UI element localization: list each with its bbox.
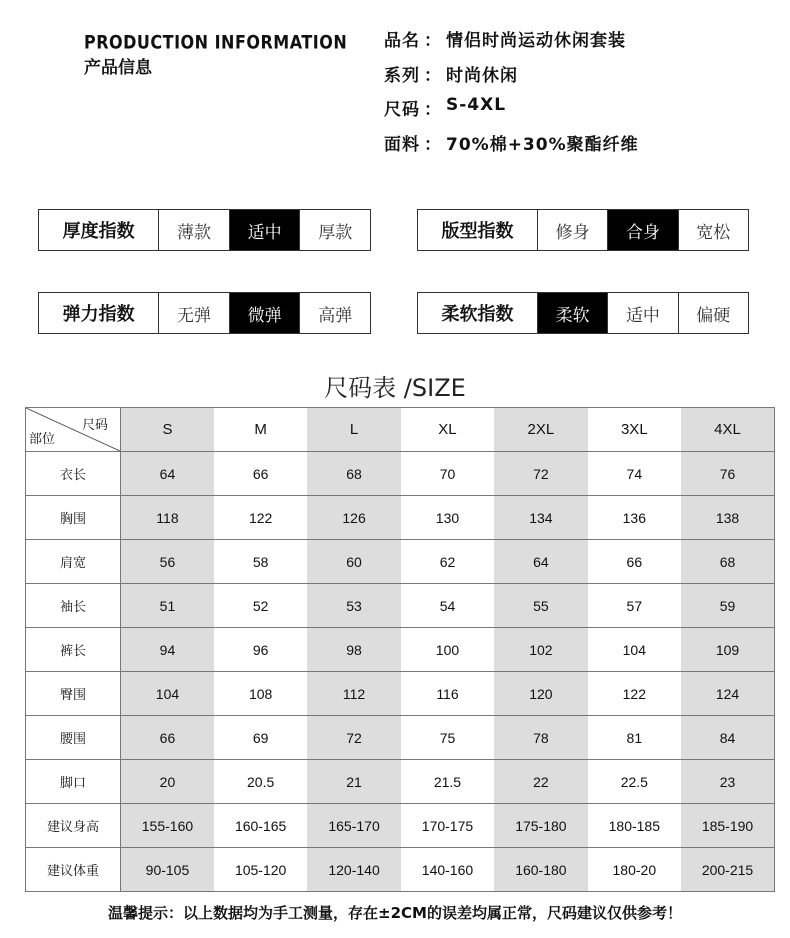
part-label: 胸围: [26, 496, 121, 540]
measurement-cell: 155-160: [121, 804, 214, 848]
part-label: 建议身高: [26, 804, 121, 848]
measurement-cell: 64: [121, 452, 214, 496]
size-header: L: [307, 408, 400, 452]
measurement-cell: 66: [121, 716, 214, 760]
table-row: [26, 804, 775, 848]
softness-index: [417, 292, 749, 334]
size-table: [25, 407, 775, 892]
info-value: 70%棉+30%聚酯纤维: [446, 134, 639, 155]
measurement-cell: 78: [494, 716, 587, 760]
size-header-row: [26, 408, 775, 452]
index-option: 适中: [608, 293, 678, 333]
measurement-cell: 126: [307, 496, 400, 540]
measurement-cell: 185-190: [681, 804, 774, 848]
measurement-cell: 54: [401, 584, 494, 628]
measurement-cell: 56: [121, 540, 214, 584]
heading-cn: 产品信息: [84, 58, 152, 78]
measurement-cell: 62: [401, 540, 494, 584]
measurement-cell: 75: [401, 716, 494, 760]
corner-cell: [26, 408, 121, 452]
index-title: 版型指数: [418, 210, 538, 250]
info-separator: ：: [424, 100, 442, 120]
index-option: 偏硬: [696, 305, 731, 326]
table-row: [26, 628, 775, 672]
info-row-fabric: [384, 130, 639, 165]
measurement-cell: 175-180: [494, 804, 587, 848]
measurement-cell: 53: [307, 584, 400, 628]
measurement-cell: 120: [494, 672, 587, 716]
info-row-name: [384, 26, 639, 61]
measurement-cell: 72: [307, 716, 400, 760]
part-label: 腰围: [26, 716, 121, 760]
info-key: 品名: [384, 31, 420, 51]
index-option: 宽松: [696, 222, 731, 243]
measurement-cell: 66: [214, 452, 307, 496]
measurement-cell: 116: [401, 672, 494, 716]
index-option: 修身: [538, 210, 608, 250]
measurement-cell: 180-20: [588, 848, 681, 892]
measurement-cell: 170-175: [401, 804, 494, 848]
measurement-cell: 64: [494, 540, 587, 584]
measurement-cell: 70: [401, 452, 494, 496]
corner-size-label: 尺码: [81, 417, 108, 432]
thickness-index: [38, 209, 371, 251]
index-title: 柔软指数: [418, 293, 538, 333]
index-title: 弹力指数: [39, 293, 159, 333]
size-header: 2XL: [494, 408, 587, 452]
corner-part-label: 部位: [29, 431, 56, 446]
measurement-cell: 100: [401, 628, 494, 672]
heading-en: PRODUCTION INFORMATION: [84, 31, 348, 53]
part-label: 裤长: [26, 628, 121, 672]
part-label: 肩宽: [26, 540, 121, 584]
fit-index: [417, 209, 749, 251]
size-header: 3XL: [588, 408, 681, 452]
measurement-cell: 124: [681, 672, 774, 716]
measurement-cell: 102: [494, 628, 587, 672]
measurement-note: 温馨提示：以上数据均为手工测量，存在±2CM的误差均属正常，尺码建议仅供参考！: [108, 904, 682, 922]
table-row: [26, 760, 775, 804]
measurement-cell: 23: [681, 760, 774, 804]
measurement-cell: 122: [588, 672, 681, 716]
measurement-cell: 57: [588, 584, 681, 628]
index-option: 柔软: [538, 293, 608, 333]
measurement-cell: 60: [307, 540, 400, 584]
elasticity-index: [38, 292, 371, 334]
info-row-series: [384, 61, 639, 96]
part-label: 袖长: [26, 584, 121, 628]
info-key: 尺码: [384, 100, 420, 120]
measurement-cell: 52: [214, 584, 307, 628]
measurement-cell: 21: [307, 760, 400, 804]
index-option: 微弹: [230, 293, 301, 333]
product-info: [384, 26, 639, 164]
measurement-cell: 160-165: [214, 804, 307, 848]
info-key: 系列: [384, 65, 420, 86]
measurement-cell: 165-170: [307, 804, 400, 848]
measurement-cell: 20.5: [214, 760, 307, 804]
measurement-cell: 96: [214, 628, 307, 672]
size-header: XL: [401, 408, 494, 452]
measurement-cell: 122: [214, 496, 307, 540]
index-option: 薄款: [159, 210, 230, 250]
measurement-cell: 130: [401, 496, 494, 540]
size-chart-title: 尺码表 /SIZE: [324, 374, 466, 402]
measurement-cell: 21.5: [401, 760, 494, 804]
index-option: 厚款: [318, 222, 353, 243]
index-option: 无弹: [159, 293, 230, 333]
measurement-cell: 98: [307, 628, 400, 672]
info-value: 时尚休闲: [446, 65, 518, 86]
info-separator: ：: [424, 134, 442, 155]
measurement-cell: 22: [494, 760, 587, 804]
info-key: 面料: [384, 134, 420, 155]
measurement-cell: 76: [681, 452, 774, 496]
measurement-cell: 104: [121, 672, 214, 716]
measurement-cell: 51: [121, 584, 214, 628]
size-header: 4XL: [681, 408, 774, 452]
measurement-cell: 74: [588, 452, 681, 496]
part-label: 衣长: [26, 452, 121, 496]
info-separator: ：: [424, 65, 442, 86]
measurement-cell: 105-120: [214, 848, 307, 892]
table-row: [26, 452, 775, 496]
measurement-cell: 55: [494, 584, 587, 628]
measurement-cell: 108: [214, 672, 307, 716]
measurement-cell: 94: [121, 628, 214, 672]
index-title: 厚度指数: [39, 210, 159, 250]
size-table-body: [26, 452, 775, 892]
info-separator: ：: [424, 31, 442, 51]
measurement-cell: 72: [494, 452, 587, 496]
info-value: S-4XL: [446, 95, 507, 115]
table-row: [26, 672, 775, 716]
measurement-cell: 69: [214, 716, 307, 760]
info-value: 情侣时尚运动休闲套装: [446, 31, 626, 51]
measurement-cell: 134: [494, 496, 587, 540]
size-header: M: [214, 408, 307, 452]
index-option: 适中: [230, 210, 301, 250]
measurement-cell: 20: [121, 760, 214, 804]
measurement-cell: 58: [214, 540, 307, 584]
measurement-cell: 112: [307, 672, 400, 716]
measurement-cell: 104: [588, 628, 681, 672]
measurement-cell: 68: [681, 540, 774, 584]
measurement-cell: 140-160: [401, 848, 494, 892]
table-row: [26, 540, 775, 584]
measurement-cell: 160-180: [494, 848, 587, 892]
info-row-size: [384, 95, 639, 130]
table-row: [26, 848, 775, 892]
index-option: 合身: [608, 210, 678, 250]
table-row: [26, 584, 775, 628]
measurement-cell: 81: [588, 716, 681, 760]
part-label: 臀围: [26, 672, 121, 716]
part-label: 建议体重: [26, 848, 121, 892]
measurement-cell: 120-140: [307, 848, 400, 892]
measurement-cell: 68: [307, 452, 400, 496]
part-label: 脚口: [26, 760, 121, 804]
index-option: 高弹: [318, 305, 353, 326]
measurement-cell: 109: [681, 628, 774, 672]
table-row: [26, 496, 775, 540]
measurement-cell: 200-215: [681, 848, 774, 892]
measurement-cell: 66: [588, 540, 681, 584]
measurement-cell: 118: [121, 496, 214, 540]
measurement-cell: 59: [681, 584, 774, 628]
table-row: [26, 716, 775, 760]
measurement-cell: 22.5: [588, 760, 681, 804]
size-header: S: [121, 408, 214, 452]
measurement-cell: 136: [588, 496, 681, 540]
measurement-cell: 84: [681, 716, 774, 760]
measurement-cell: 138: [681, 496, 774, 540]
measurement-cell: 90-105: [121, 848, 214, 892]
measurement-cell: 180-185: [588, 804, 681, 848]
